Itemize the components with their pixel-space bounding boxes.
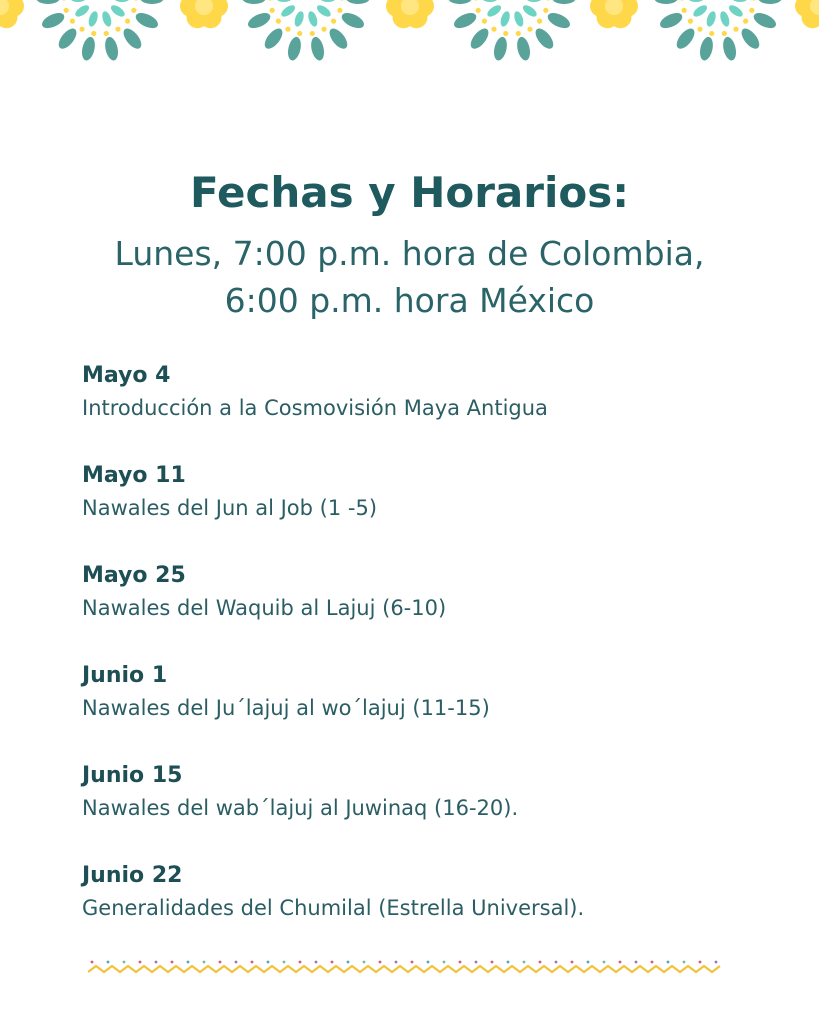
entry-topic: Nawales del Waquib al Lajuj (6-10)	[82, 596, 447, 620]
schedule-time-line-2: 6:00 p.m. hora México	[224, 281, 595, 320]
schedule-list	[82, 360, 782, 960]
schedule-entry-1	[82, 360, 782, 460]
mandala-flower	[242, 0, 370, 62]
entry-topic: Nawales del wab´lajuj al Juwinaq (16-20).	[82, 796, 519, 820]
yellow-flower	[590, 0, 638, 28]
schedule-entry-5	[82, 760, 782, 860]
yellow-flower	[0, 0, 24, 28]
top-flower-border	[0, 0, 819, 70]
entry-topic: Nawales del Jun al Job (1 -5)	[82, 496, 378, 520]
entry-date: Mayo 11	[82, 463, 186, 488]
entry-topic: Nawales del Ju´lajuj al wo´lajuj (11-15)	[82, 696, 490, 720]
schedule-entry-6	[82, 860, 782, 960]
page-title: Fechas y Horarios:	[189, 168, 630, 217]
mandala-flower	[654, 0, 782, 62]
entry-date: Mayo 4	[82, 363, 171, 388]
entry-topic: Introducción a la Cosmovisión Maya Antigua	[82, 396, 548, 420]
yellow-flower	[180, 0, 228, 28]
entry-topic: Generalidades del Chumilal (Estrella Universal).	[82, 896, 585, 920]
schedule-entry-4	[82, 660, 782, 760]
yellow-flower	[386, 0, 434, 28]
schedule-time-line-1: Lunes, 7:00 p.m. hora de Colombia,	[114, 234, 705, 273]
entry-date: Mayo 25	[82, 563, 186, 588]
schedule-entry-2	[82, 460, 782, 560]
mandala-flower	[448, 0, 576, 62]
bottom-zigzag-border	[88, 958, 722, 976]
yellow-flower	[795, 0, 819, 28]
schedule-entry-3	[82, 560, 782, 660]
entry-date: Junio 1	[82, 663, 168, 688]
mandala-flower	[36, 0, 164, 62]
entry-date: Junio 22	[82, 863, 183, 888]
entry-date: Junio 15	[82, 763, 183, 788]
